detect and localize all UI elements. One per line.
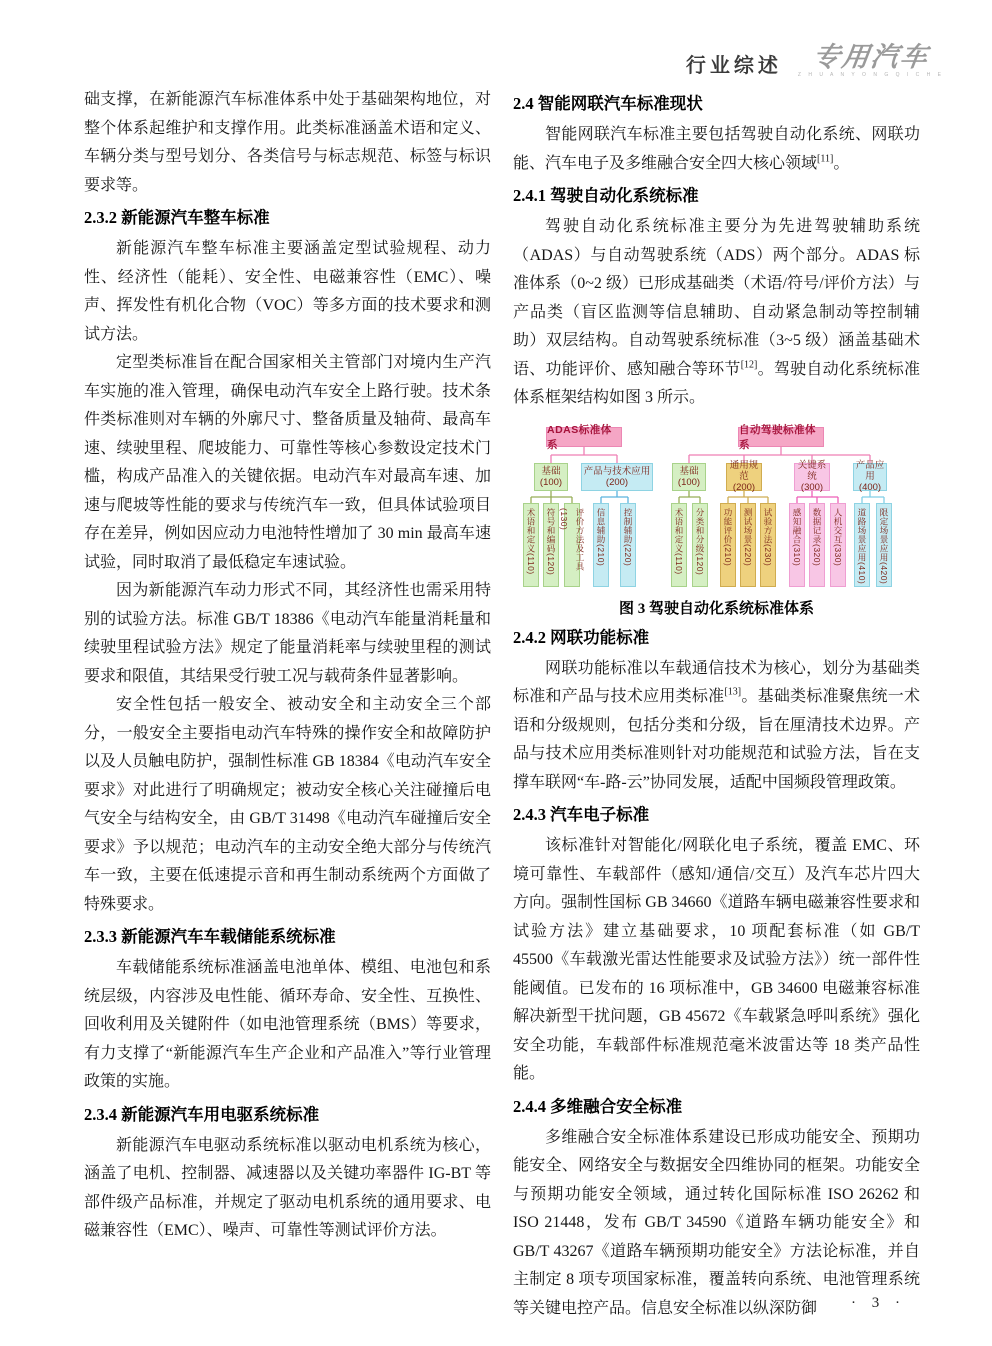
- text-segment: 驾驶自动化系统标准主要分为先进驾驶辅助系统（ADAS）与自动驾驶系统（ADS）两个部分。ADAS 标准体系（0~2 级）已形成基础类（术语/符号/评价方法）与产品类（盲区监测等信息辅助、自动紧急制动等控制辅助）双层结构。自动驾驶系统标准（3~5 级）涵盖基础术语、功能评价、感知融合等环节: [513, 218, 920, 378]
- right-column: [513, 86, 920, 1323]
- paragraph: 定型类标准旨在配合国家相关主管部门对境内生产汽车实施的准入管理，确保电动汽车安全上路行驶。技术条件类标准则对车辆的外廓尺寸、整备质量及轴荷、最高车速、续驶里程、爬坡能力、可靠性等核心参数设定技术门槛，构成产品准入的关键依据。电动汽车对最高车速、加速与爬坡等性能的要求与传统汽车一致，但具体试验项目存在差异，例如因应动力电池特性增加了 30 min 最高车速试验，同时取消了最低稳定车速试验。: [84, 354, 491, 571]
- paragraph-continuation: 础支撑，在新能源汽车标准体系中处于基础架构地位，对整个体系起维护和支撑作用。此类标准涵盖术语和定义、车辆分类与型号划分、各类信号与标志规范、标签与标识要求等。: [84, 91, 491, 194]
- chart-leaf: 术语和定义(110): [523, 503, 539, 587]
- connector-adas-product: [601, 491, 628, 503]
- chart-group-code: (400): [858, 482, 882, 493]
- figure-3: [513, 419, 920, 618]
- chart-leaf: 功能评价(210): [720, 503, 736, 587]
- chart-leaf: 分类和分级(120): [692, 503, 708, 587]
- journal-logo: [798, 44, 944, 78]
- paragraph: 车载储能系统标准涵盖电池单体、模组、电池包和系统层级，内容涉及电性能、循环寿命、安全性、互换性、回收利用及关键附件（如电池管理系统（BMS）等要求，有力支撑了“新能源汽车生产企业和产品准入”等行业管理政策的实施。: [84, 959, 491, 1090]
- chart-leaf: 人机交互(330): [830, 503, 846, 587]
- paragraph: 新能源汽车电驱动系统标准以驱动电机系统为核心，涵盖了电机、控制器、减速器以及关键功率器件 IG-BT 等部件级产品标准，并规定了驱动电机系统的通用要求、电磁兼容性（EMC）、噪声、可靠性等测试评价方法。: [84, 1136, 491, 1239]
- chart-leaf: 感知融合(310): [789, 503, 805, 587]
- heading-2-4-2: 2.4.2 网联功能标准: [513, 627, 650, 647]
- chart-leaf: 符号和编码(120): [543, 503, 559, 587]
- chart-leaf: 道路场景应用(410): [854, 503, 870, 587]
- chart-root-ads: 自动驾驶标准体系: [738, 427, 824, 447]
- paragraph: 新能源汽车整车标准主要涵盖定型试验规程、动力性、经济性（能耗）、安全性、电磁兼容性（EMC）、噪声、挥发性有机化合物（VOC）等多方面的技术要求和测试方法。: [84, 240, 491, 343]
- text-segment: 。: [833, 154, 850, 172]
- paragraph: 多维融合安全标准体系建设已形成功能安全、预期功能安全、网络安全与数据安全四维协同的框架。功能安全与预期功能安全领域，通过转化国际标准 ISO 26262 和 ISO 21448，发布 GB/T 34590《道路车辆功能安全》和 GB/T 43267《道路车辆预期功能安全》方法论标准，并自主制定 8 项专项国家标准，覆盖转向系统、电池管理系统等关键电控产品。信息安全标准以纵深防御: [513, 1128, 920, 1317]
- heading-2-4-1: 2.4.1 驾驶自动化系统标准: [513, 186, 699, 205]
- chart-group-label: 产品与技术应用: [583, 465, 651, 477]
- chart-group-ads-general-spec: [726, 460, 762, 493]
- paragraph: 因为新能源汽车动力形式不同，其经济性也需采用特别的试验方法。标准 GB/T 18386《电动汽车能量消耗量和续驶里程试验方法》规定了能量消耗率与续驶里程的测试要求和限值，其结果受行驶工况与载荷条件显著影响。: [84, 582, 491, 685]
- heading-2-4-4: 2.4.4 多维融合安全标准: [513, 1096, 683, 1116]
- chart-leaf: 控制辅助(220): [620, 503, 636, 587]
- chart-leaf: 试验方法(230): [760, 503, 776, 587]
- chart-group-code: (200): [732, 482, 756, 493]
- org-chart-driving-automation: [513, 419, 933, 589]
- paragraph: [513, 121, 920, 178]
- chart-group-code: (300): [800, 482, 824, 493]
- page-number: · 3 ·: [851, 1295, 906, 1311]
- heading-2-3-4: 2.3.4 新能源汽车用电驱系统标准: [84, 1104, 320, 1124]
- chart-leaf: 限定场景应用(420): [876, 503, 892, 587]
- paragraph: 该标准针对智能化/网联化电子系统，覆盖 EMC、环境可靠性、车载部件（感知/通信/交互）及汽车芯片四大方向。强制性国标 GB 34660《道路车辆电磁兼容性要求和试验方法》建立基础要求，10 项配套标准（如 GB/T 45500《车载激光雷达性能要求及试验方法》）统一部件性能阈值。已发布的 16 项标准中，GB 34600 电磁兼容标准解决新型干扰问题，GB 45672《车载紧急呼叫系统》强化安全功能，车载部件标准规范毫米波雷达等 18 类产品性能。: [513, 837, 920, 1082]
- citation-superscript: [12]: [740, 359, 758, 371]
- section-label: 行业综述: [685, 55, 782, 77]
- chart-group-label: 基础: [679, 465, 699, 477]
- chart-group-code: (100): [539, 476, 563, 488]
- heading-2-4-3: 2.4.3 汽车电子标准: [513, 805, 650, 824]
- text-segment: 网联功能标准以车载通信技术为核心，划分为基础类标准和产品与技术应用类标准: [513, 659, 920, 705]
- heading-2-4: 2.4 智能网联汽车标准现状: [513, 94, 703, 113]
- heading-2-3-2: 2.3.2 新能源汽车整车标准: [84, 208, 270, 227]
- heading-2-3-3: 2.3.3 新能源汽车车载储能系统标准: [84, 927, 336, 946]
- chart-leaf: 信息辅助(210): [593, 503, 609, 587]
- chart-group-ads-product-app: [853, 460, 887, 493]
- text-segment: 智能网联汽车标准主要包括驾驶自动化系统、网联功能、汽车电子及多维融合安全四大核心领域: [513, 126, 920, 172]
- chart-group-adas-product: [581, 463, 653, 491]
- citation-superscript: [11]: [817, 153, 834, 165]
- two-column-body: [84, 86, 920, 1323]
- connector-adas-basic: [531, 491, 572, 503]
- journal-logo-text: 专用汽车: [810, 42, 932, 72]
- chart-group-label: 通用规范: [729, 460, 759, 482]
- figure-caption: 图 3 驾驶自动化系统标准体系: [618, 600, 814, 617]
- chart-group-ads-key-system: [794, 460, 830, 493]
- chart-group-label: 基础: [541, 465, 561, 477]
- chart-leaf: 测试场景(220): [740, 503, 756, 587]
- chart-leaf: 术语和定义(110): [671, 503, 687, 587]
- journal-logo-subtext: Z H U A N Y O N G Q I C H E: [797, 72, 944, 78]
- connector-ads-basic: [679, 491, 700, 503]
- paragraph: 安全性包括一般安全、被动安全和主动安全三个部分，一般安全主要指电动汽车特殊的操作安全和故障防护以及人员触电防护，强制性标准 GB 18384《电动汽车安全要求》对此进行了明确规定；被动安全核心关注碰撞后电气安全与结构安全，由 GB/T 31498《电动汽车碰撞后安全要求》予以规范；电动汽车的主动安全绝大部分与传统汽车一致，主要在低速提示音和再生制动系统两个方面做了特殊要求。: [84, 696, 491, 913]
- chart-group-code: (200): [605, 476, 629, 488]
- chart-group-label: 关键系统: [797, 460, 827, 482]
- chart-leaf: 数据记录(320): [809, 503, 825, 587]
- paragraph: [513, 655, 920, 798]
- left-column: [84, 86, 491, 1323]
- chart-group-label: 产品应用: [855, 460, 885, 482]
- chart-group-ads-basic: [672, 463, 706, 491]
- citation-superscript: [13]: [724, 686, 742, 698]
- chart-leaf: 评价方法及工具(130): [564, 503, 580, 587]
- text-segment: 。基础类标准聚焦统一术语和分级规则，包括分类和分级，旨在厘清技术边界。产品与技术应用类标准则针对功能规范和试验方法，旨在支撑车联网“车-路-云”协同发展，适配中国频段管理政策。: [513, 688, 920, 791]
- chart-root-adas: ADAS标准体系: [546, 427, 622, 447]
- paragraph: [513, 213, 920, 413]
- text-segment: 。驾驶自动化系统标准体系框架结构如图 3 所示。: [513, 360, 920, 406]
- chart-group-adas-basic: [534, 463, 568, 491]
- page-header: [686, 44, 944, 78]
- chart-group-code: (100): [677, 476, 701, 488]
